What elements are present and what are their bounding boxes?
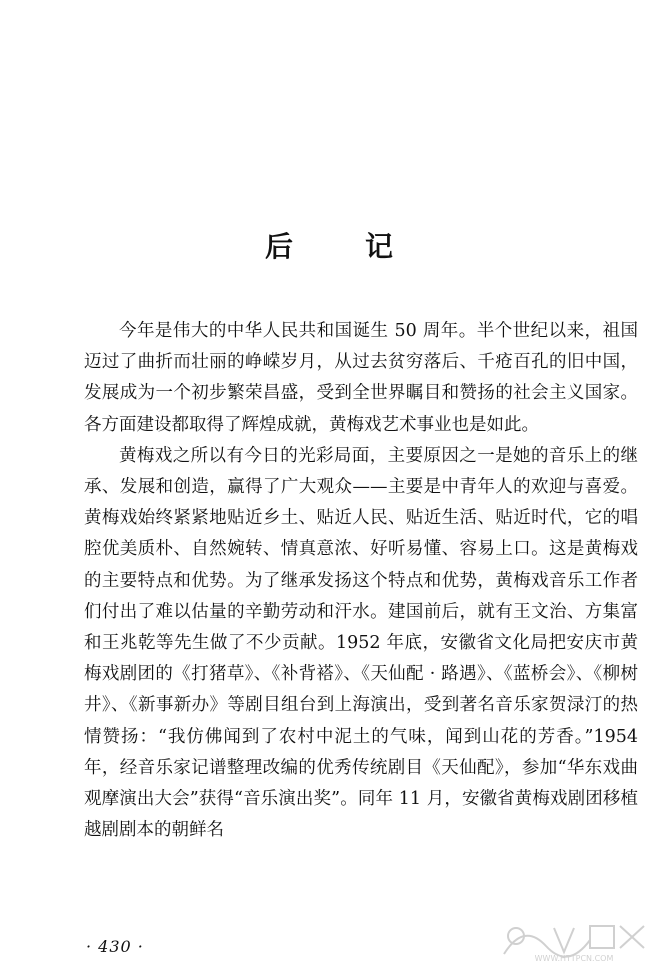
body-text xyxy=(84,316,638,846)
watermark-text: WWW.HTTPCN.COM xyxy=(534,954,614,963)
title-char-right: 记 xyxy=(365,230,396,263)
watermark-logo-icon xyxy=(494,916,654,964)
page-title xyxy=(0,225,660,265)
paragraph-2: 黄梅戏之所以有今日的光彩局面，主要原因之一是她的音乐上的继承、发展和创造，赢得了广大观众——主要是中青年人的欢迎与喜爱。黄梅戏始终紧紧地贴近乡土、贴近人民、贴近生活、贴近时代，它的唱腔优美质朴、自然婉转、情真意浓、好听易懂、容易上口。这是黄梅戏的主要特点和优势。为了继承发扬这个特点和优势，黄梅戏音乐工作者们付出了难以估量的辛勤劳动和汗水。建国前后，就有王文治、方集富和王兆乾等先生做了不少贡献。1952 年底，安徽省文化局把安庆市黄梅戏剧团的《打猪草》、《补背褡》、《天仙配 · 路遇》、《蓝桥会》、《柳树井》、《新事新办》等剧目组台到上海演出，受到著名音乐家贺渌汀的热情赞扬：“我仿佛闻到了农村中泥土的气味，闻到山花的芳香。”1954 年，经音乐家记谱整理改编的优秀传统剧目《天仙配》，参加“华东戏曲观摩演出大会”获得“音乐演出奖”。同年 11 月，安徽省黄梅戏剧团移植越剧剧本的朝鲜名 xyxy=(84,445,638,841)
watermark xyxy=(494,916,654,964)
title-char-left: 后 xyxy=(264,230,295,263)
paragraph-1: 今年是伟大的中华人民共和国诞生 50 周年。半个世纪以来，祖国迈过了曲折而壮丽的峥嵘岁月，从过去贫穷落后、千疮百孔的旧中国，发展成为一个初步繁荣昌盛，受到全世界瞩目和赞扬的社会主义国家。各方面建设都取得了辉煌成就，黄梅戏艺术事业也是如此。 xyxy=(84,321,638,435)
page-number: · 430 · xyxy=(86,937,144,956)
